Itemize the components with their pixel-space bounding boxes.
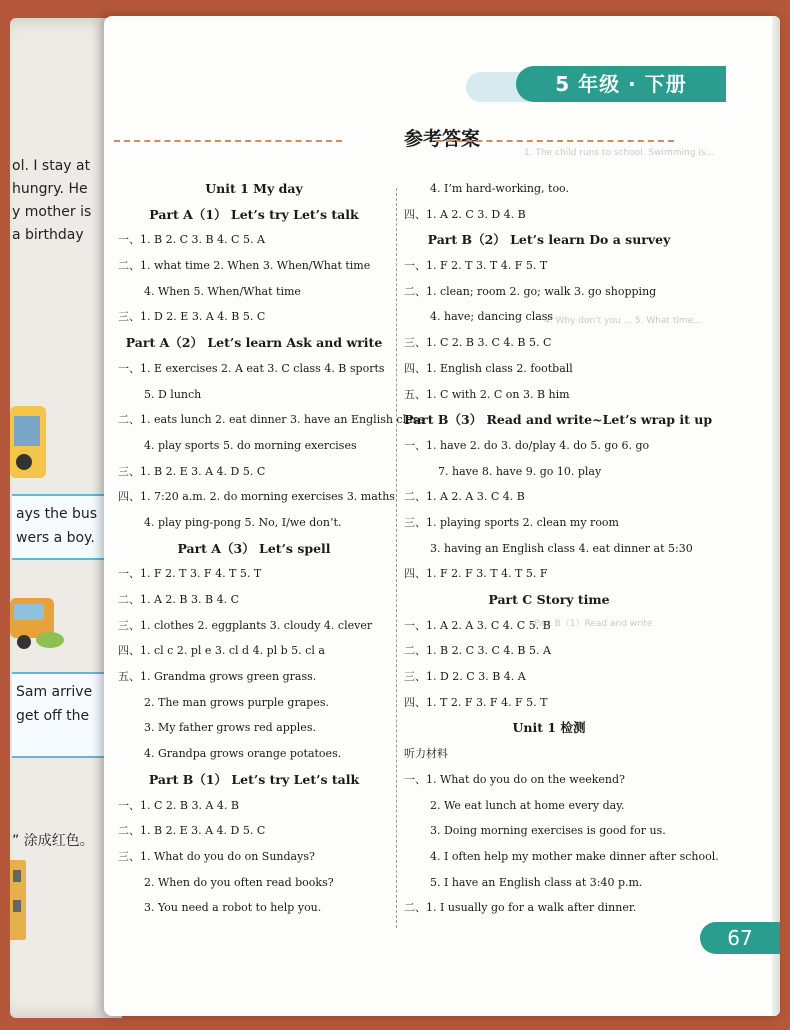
answer-line: 4. Grandpa grows orange potatoes. — [144, 747, 342, 761]
answer-line: 三、1. playing sports 2. clean my room — [404, 515, 619, 529]
answer-line: 三、1. B 2. E 3. A 4. D 5. C — [118, 464, 266, 478]
answer-line: 4. I often help my mother make dinner after school. — [430, 849, 719, 863]
answer-line: 4. When 5. When/What time — [144, 284, 301, 298]
box-line: get off the — [16, 708, 90, 724]
left-page-text-line: hungry. He — [12, 181, 88, 197]
answer-line: 四、1. 7:20 a.m. 2. do morning exercises 3. maths — [118, 490, 395, 504]
box-line: Sam arrive — [16, 684, 93, 700]
show-through-text: 4. Why don't you ... 5. What time... — [544, 316, 702, 326]
answer-line: 二、1. B 2. E 3. A 4. D 5. C — [118, 824, 266, 838]
answer-line: 听力材料 — [404, 747, 448, 761]
left-page-text-line: y mother is — [12, 204, 92, 220]
answer-line: 3. having an English class 4. eat dinner at 5:30 — [430, 541, 693, 555]
answer-key-page — [104, 16, 780, 1016]
section-heading: Part A（3） Let’s spell — [177, 540, 331, 556]
school-bus-illustration — [10, 590, 66, 654]
grade-banner: 5 年级 · 下册 — [516, 66, 726, 102]
answer-line: 二、1. I usually go for a walk after dinner. — [404, 901, 637, 915]
answer-line: 一、1. B 2. C 3. B 4. C 5. A — [118, 233, 265, 247]
answer-line: 四、1. A 2. C 3. D 4. B — [404, 207, 526, 221]
answer-line: 三、1. D 2. C 3. B 4. A — [404, 670, 526, 684]
column-divider — [396, 188, 397, 928]
box-line: wers a boy. — [16, 530, 95, 546]
left-page-footer-text: ” 涂成红色。 — [12, 833, 94, 849]
show-through-text: 1. The child runs to school. Swimming is... — [524, 148, 715, 158]
answer-line: 二、1. A 2. A 3. C 4. B — [404, 490, 525, 504]
answer-line: 3. You need a robot to help you. — [144, 901, 322, 915]
answer-line: 四、1. F 2. F 3. T 4. T 5. F — [404, 567, 548, 581]
section-heading: Part B（1） Let’s try Let’s talk — [148, 771, 360, 787]
section-heading: Unit 1 检测 — [512, 720, 586, 736]
answer-line: 4. play sports 5. do morning exercises — [144, 438, 357, 452]
answer-line: 三、1. clothes 2. eggplants 3. cloudy 4. clever — [118, 618, 373, 632]
left-page-text-line: a birthday — [12, 227, 84, 243]
answer-line: 2. When do you often read books? — [144, 875, 334, 889]
answer-line: 三、1. D 2. E 3. A 4. B 5. C — [118, 310, 266, 324]
answer-line: 二、1. eats lunch 2. eat dinner 3. have an English class — [118, 413, 424, 427]
answer-line: 5. I have an English class at 3:40 p.m. — [430, 875, 643, 889]
answer-line: 3. Doing morning exercises is good for us. — [430, 824, 666, 838]
left-page-text-line: ol. I stay at — [12, 158, 91, 174]
page-title: 参考答案 — [403, 128, 480, 150]
section-heading: Part B（2） Let’s learn Do a survey — [427, 232, 671, 248]
answers-column-right — [404, 176, 719, 921]
answer-line: 2. The man grows purple grapes. — [144, 695, 329, 709]
answer-line: 2. We eat lunch at home every day. — [430, 798, 625, 812]
left-page-sentence-box — [12, 494, 108, 560]
answer-line: 一、1. F 2. T 3. F 4. T 5. T — [118, 567, 262, 581]
left-page-sentence-box — [12, 672, 108, 758]
answer-line: 三、1. C 2. B 3. C 4. B 5. C — [404, 336, 552, 350]
bus-illustration — [10, 402, 50, 482]
answer-line: 一、1. What do you do on the weekend? — [404, 772, 625, 786]
answers-column-left — [118, 176, 424, 921]
section-heading: Unit 1 My day — [205, 181, 303, 196]
answer-line: 五、1. Grandma grows green grass. — [118, 670, 317, 684]
show-through-text: Part B（1）Read and write — [534, 619, 653, 629]
page-edge — [772, 16, 780, 1016]
answer-line: 4. play ping-pong 5. No, I/we don’t. — [144, 515, 342, 529]
answer-line: 二、1. clean; room 2. go; walk 3. go shopping — [404, 284, 657, 298]
answer-line: 7. have 8. have 9. go 10. play — [438, 464, 602, 478]
section-heading: Part C Story time — [488, 592, 610, 607]
answer-line: 一、1. have 2. do 3. do/play 4. do 5. go 6. go — [404, 438, 650, 452]
title-dash-right — [436, 140, 674, 142]
answer-line: 一、1. A 2. A 3. C 4. C 5. B — [404, 618, 551, 632]
answer-line: 4. I’m hard-working, too. — [430, 182, 569, 195]
building-illustration — [10, 860, 30, 940]
answer-line: 二、1. what time 2. When 3. When/What time — [118, 259, 371, 273]
page-number: 67 — [700, 922, 780, 954]
answer-line: 五、1. C with 2. C on 3. B him — [404, 387, 570, 401]
answer-line: 一、1. F 2. T 3. T 4. F 5. T — [404, 259, 548, 273]
answer-line: 一、1. C 2. B 3. A 4. B — [118, 798, 239, 812]
answer-line: 二、1. A 2. B 3. B 4. C — [118, 593, 239, 606]
answer-line: 一、1. E exercises 2. A eat 3. C class 4. B sports — [118, 361, 385, 375]
answer-line: 3. My father grows red apples. — [144, 721, 316, 735]
answer-line: 5. D lunch — [144, 387, 202, 401]
section-heading: Part A（2） Let’s learn Ask and write — [125, 335, 383, 351]
answer-line: 四、1. T 2. F 3. F 4. F 5. T — [404, 695, 548, 709]
answer-line: 三、1. What do you do on Sundays? — [118, 849, 315, 863]
answer-line: 四、1. cl c 2. pl e 3. cl d 4. pl b 5. cl a — [118, 644, 325, 658]
section-heading: Part B（3） Read and write~Let’s wrap it up — [404, 412, 713, 428]
answer-line: 4. have; dancing class — [430, 310, 554, 324]
answer-line: 二、1. B 2. C 3. C 4. B 5. A — [404, 644, 551, 658]
box-line: ays the bus — [16, 506, 98, 522]
section-heading: Part A（1） Let’s try Let’s talk — [149, 206, 359, 222]
answer-line: 四、1. English class 2. football — [404, 361, 573, 375]
